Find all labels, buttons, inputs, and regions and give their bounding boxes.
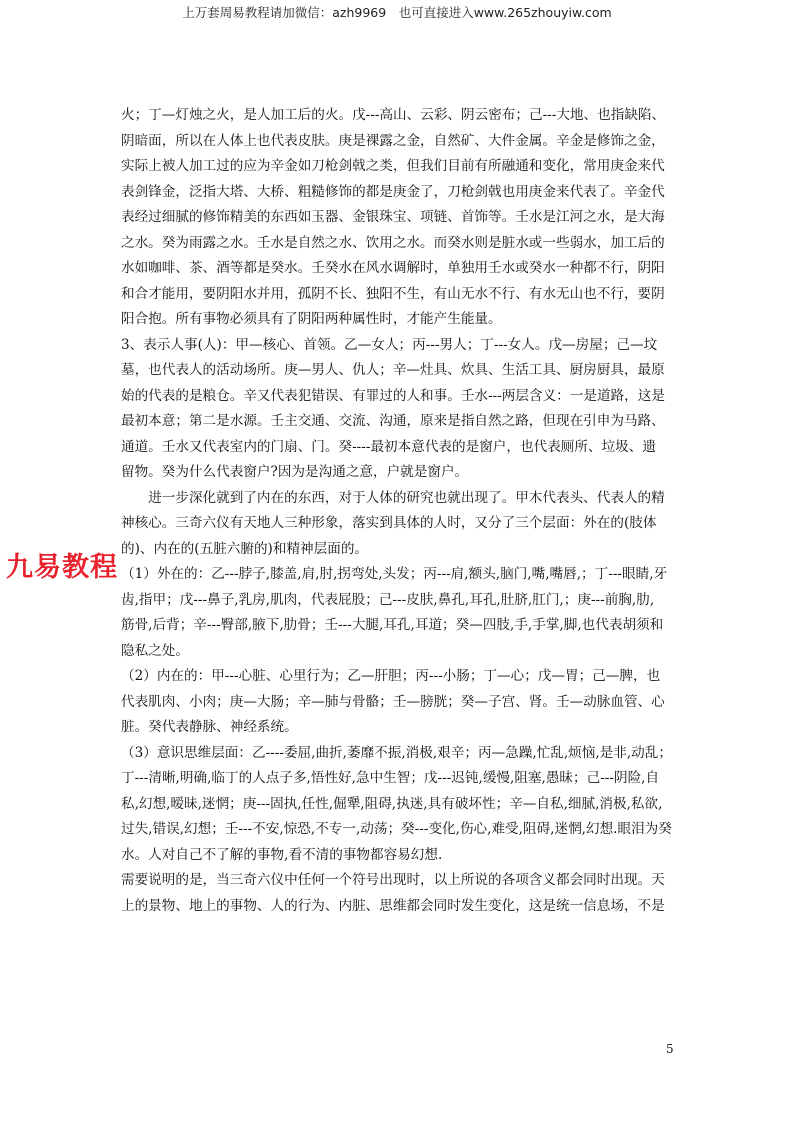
text-line: 墓，也代表人的活动场所。庚—男人、仇人；辛—灶具、炊具、生活工具、厨房厨具，最原	[121, 362, 665, 378]
text-line: 水如咖啡、茶、酒等都是癸水。壬癸水在风水调解时，单独用壬水或癸水一种都不行，阴阳	[121, 260, 665, 276]
text-line: 阳合抱。所有事物必须具有了阴阳两种属性时，才能产生能量。	[121, 311, 502, 327]
page-number: 5	[666, 1042, 674, 1056]
text-line: 的)、内在的(五脏六腑的)和精神层面的。	[121, 540, 369, 557]
text-line: 表剑锋金，泛指大塔、大桥、粗糙修饰的都是庚金了，刀枪剑戟也用庚金来代表了。辛金代	[121, 183, 665, 200]
text-line: 火；丁—灯烛之火，是人加工后的火。戊---高山、云彩、阴云密布；己---大地、也指缺陷、	[121, 107, 666, 123]
watermark-logo: 九易教程	[6, 552, 118, 583]
text-line: 阴暗面，所以在人体上也代表皮肤。庚是裸露之金，自然矿、大件金属。辛金是修饰之金，	[121, 132, 665, 149]
text-line: 隐私之处。	[121, 642, 189, 659]
text-line: （1）外在的：乙---脖子,膝盖,肩,肘,拐弯处,头发；丙---肩,额头,脑门,嘴,嘴唇,；丁---眼睛,牙	[121, 566, 668, 582]
text-line: 之水。癸为雨露之水。壬水是自然之水、饮用之水。而癸水则是脏水或一些弱水，加工后的	[121, 234, 665, 251]
page-header: 上万套周易教程请加微信：azh9969 也可直接进入www.265zhouyiw.com	[182, 5, 612, 20]
text-line: 始的代表的是粮仓。辛又代表犯错误、有罪过的人和事。壬水---两层含义：一是道路，这是	[121, 387, 665, 404]
text-line: 水。人对自己不了解的事物,看不清的事物都容易幻想.	[121, 846, 443, 863]
text-line: 表经过细腻的修饰精美的东西如玉器、金银珠宝、项链、首饰等。壬水是江河之水，是大海	[121, 209, 665, 225]
text-line: 最初本意；第二是水源。壬主交通、交流、沟通，原来是指自然之路，但现在引申为马路、	[121, 413, 665, 429]
text-line: 私,幻想,暧昧,迷惘；庚---固执,任性,倔犟,阻碍,执迷,具有破坏性；辛—自私,细腻,消极,私欲,	[121, 795, 663, 812]
text-line: 进一步深化就到了内在的东西，对于人体的研究也就出现了。甲木代表头、代表人的精	[121, 489, 665, 506]
text-line: 留物。癸为什么代表窗户?因为是沟通之意，户就是窗户。	[121, 464, 469, 480]
text-line: 代表肌肉、小肉；庚—大肠；辛—肺与骨骼；壬—膀胱；癸—子宫、肾。壬—动脉血管、心	[121, 693, 665, 710]
body-text	[121, 103, 677, 919]
text-line: 上的景物、地上的事物、人的行为、内脏、思维都会同时发生变化，这是统一信息场，不是	[121, 897, 665, 914]
text-line: （2）内在的：甲---心脏、心里行为；乙—肝胆；丙---小肠；丁—心；戊—胃；己—脾，也	[121, 668, 661, 684]
text-line: （3）意识思维层面：乙----委屈,曲折,萎靡不振,消极,艰辛；丙—急躁,忙乱,烦恼,是非,动乱；	[121, 744, 672, 761]
text-line: 丁---清晰,明确,临丁的人点子多,悟性好,急中生智；戊---迟钝,缓慢,阻塞,愚昧；己---阴险,自	[121, 770, 660, 786]
text-line: 实际上被人加工过的应为辛金如刀枪剑戟之类，但我们目前有所融通和变化，常用庚金来代	[121, 158, 665, 174]
text-line: 齿,指甲；戊---鼻子,乳房,肌肉，代表屁股；己---皮肤,鼻孔,耳孔,肚脐,肛门,；庚---前胸,肋,	[121, 591, 655, 608]
text-line: 过失,错误,幻想；壬---不安,惊恐,不专一,动荡；癸---变化,伤心,难受,阻碍,迷惘,幻想.眼泪为癸	[121, 821, 672, 837]
text-line: 和合才能用，要阴阳水并用，孤阴不长、独阳不生，有山无水不行、有水无山也不行，要阴	[121, 285, 665, 302]
text-line: 脏。癸代表静脉、神经系统。	[121, 719, 298, 735]
text-line: 需要说明的是，当三奇六仪中任何一个符号出现时，以上所说的各项含义都会同时出现。天	[121, 872, 665, 888]
text-line: 神核心。三奇六仪有天地人三种形象，落实到具体的人时，又分了三个层面：外在的(肢体	[121, 515, 657, 531]
text-line: 通道。壬水又代表室内的门扇、门。癸----最初本意代表的是窗户，也代表厕所、垃圾、遗	[121, 438, 656, 455]
text-line: 3、表示人事(人)：甲—核心、首领。乙—女人；丙---男人；丁---女人。戊—房屋；己—坟	[121, 336, 658, 353]
text-line: 筋骨,后背；辛---臀部,腋下,肋骨；壬---大腿,耳孔,耳道；癸—四肢,手,手掌,脚,也代表胡须和	[121, 617, 664, 633]
